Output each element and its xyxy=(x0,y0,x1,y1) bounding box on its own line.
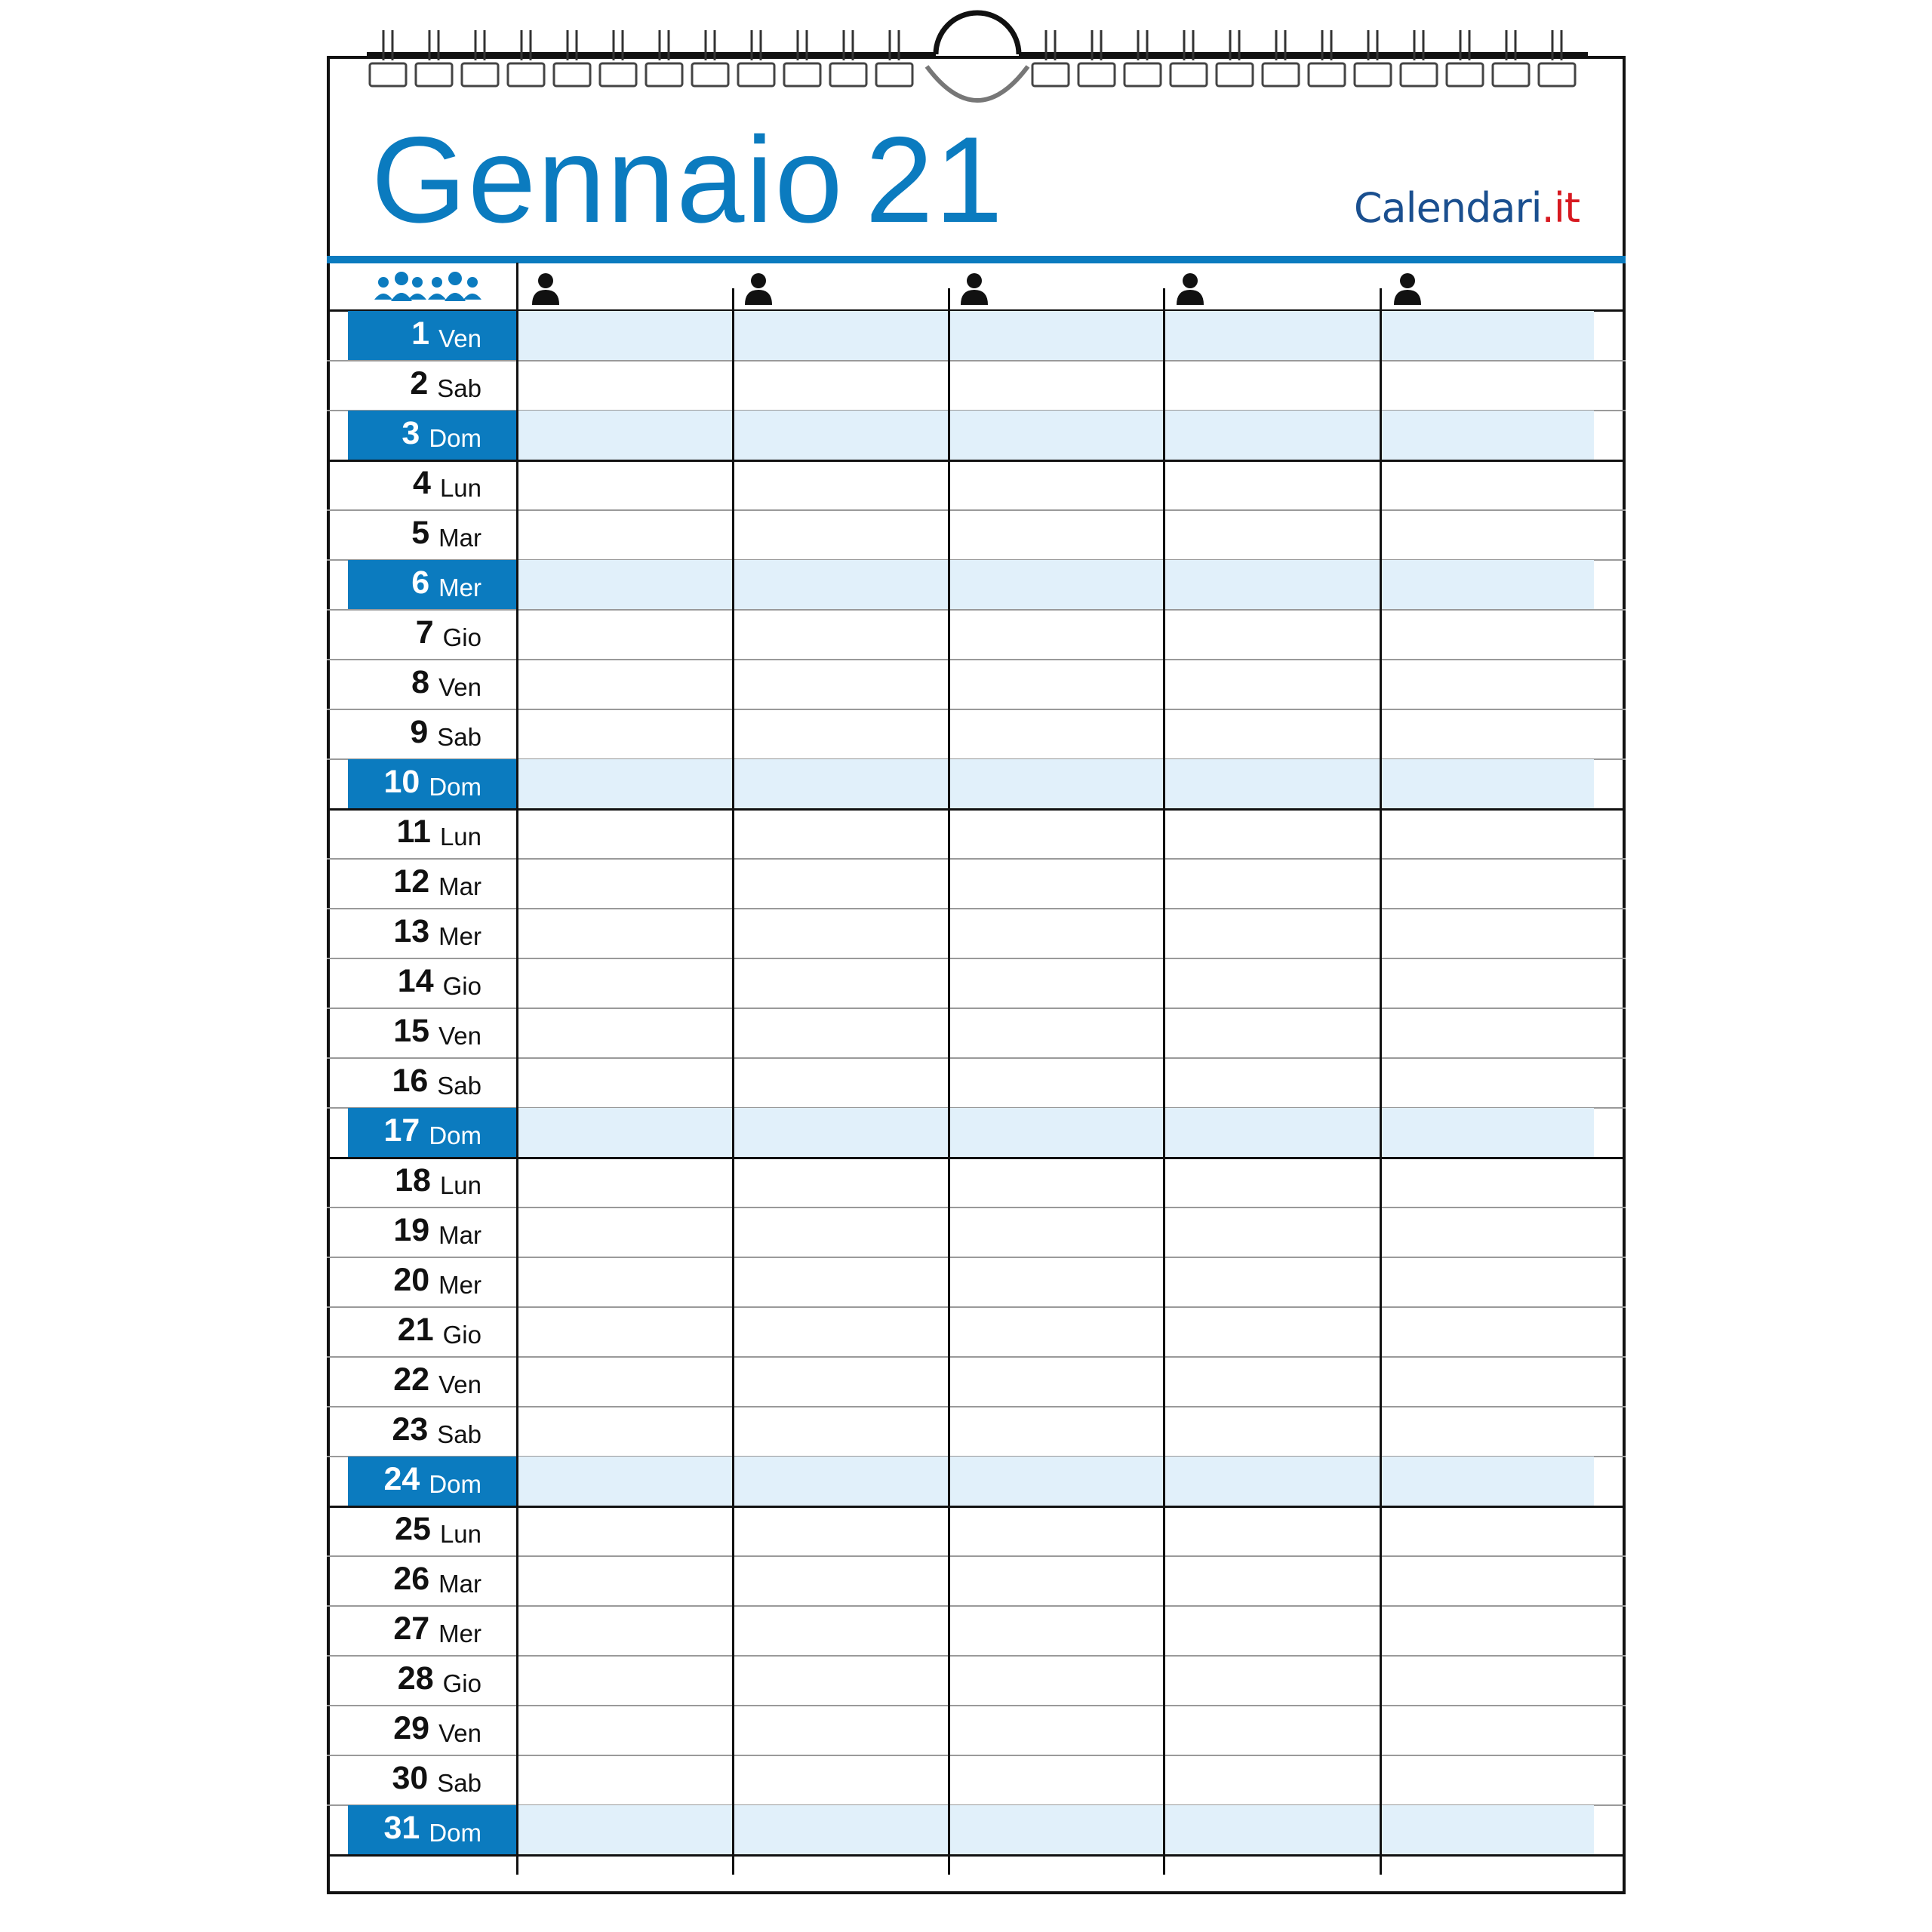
day-number: 14 xyxy=(397,962,434,999)
day-label xyxy=(348,958,518,1008)
day-label xyxy=(348,560,518,610)
row-separator xyxy=(327,958,1626,959)
day-number: 25 xyxy=(395,1510,431,1547)
day-label xyxy=(348,1108,518,1158)
brand-tld: .it xyxy=(1541,184,1580,232)
week-separator xyxy=(327,808,1626,811)
day-number: 23 xyxy=(392,1411,429,1447)
weekday-name: Lun xyxy=(439,474,481,502)
day-number: 21 xyxy=(397,1311,434,1348)
day-number: 9 xyxy=(410,713,429,750)
month-name: Gennaio xyxy=(371,112,844,248)
highlight-row xyxy=(516,1108,1594,1158)
day-label xyxy=(348,1058,518,1108)
day-number: 16 xyxy=(392,1062,429,1099)
weekday-name: Ven xyxy=(438,1719,481,1747)
weekday-name: Sab xyxy=(437,1072,481,1100)
day-number: 18 xyxy=(395,1161,431,1198)
week-separator xyxy=(327,1854,1626,1857)
column-divider xyxy=(1163,288,1165,1875)
weekday-name: Ven xyxy=(438,1022,481,1050)
weekday-name: Mar xyxy=(438,872,481,900)
row-separator xyxy=(327,1257,1626,1258)
day-label xyxy=(348,1506,518,1556)
row-separator xyxy=(327,1705,1626,1706)
day-number: 5 xyxy=(411,514,430,551)
day-label xyxy=(348,1158,518,1208)
row-separator xyxy=(327,1605,1626,1607)
day-number: 6 xyxy=(411,564,430,601)
highlight-row xyxy=(516,560,1594,610)
weekday-name: Lun xyxy=(439,1171,481,1199)
day-number: 4 xyxy=(413,464,431,501)
highlight-row xyxy=(516,311,1594,361)
highlight-row xyxy=(516,411,1594,460)
day-number: 12 xyxy=(393,863,430,900)
week-separator xyxy=(327,1157,1626,1159)
day-label xyxy=(348,411,518,460)
weekday-name: Mar xyxy=(438,1570,481,1598)
weekday-name: Dom xyxy=(429,1121,481,1149)
weekday-name: Gio xyxy=(442,972,481,1000)
day-number: 19 xyxy=(393,1211,430,1248)
highlight-row xyxy=(516,759,1594,809)
brand-name: Calendari xyxy=(1353,184,1542,232)
day-label xyxy=(348,1656,518,1706)
weekday-name: Mar xyxy=(438,524,481,552)
day-label xyxy=(348,1457,518,1506)
weekday-name: Dom xyxy=(429,1819,481,1847)
day-number: 11 xyxy=(396,813,431,850)
day-number: 28 xyxy=(397,1660,434,1697)
day-label xyxy=(348,1805,518,1855)
highlight-row xyxy=(516,1805,1594,1855)
day-number: 1 xyxy=(411,315,430,352)
column-divider xyxy=(948,288,950,1875)
row-separator xyxy=(327,509,1626,511)
row-separator xyxy=(327,1406,1626,1407)
weekday-name: Ven xyxy=(438,673,481,701)
day-number: 17 xyxy=(383,1112,420,1149)
week-separator xyxy=(327,460,1626,462)
day-label xyxy=(348,1407,518,1457)
row-separator xyxy=(327,709,1626,710)
weekday-name: Gio xyxy=(442,1321,481,1349)
day-label xyxy=(348,1008,518,1058)
weekday-name: Sab xyxy=(437,1420,481,1448)
weekday-name: Mar xyxy=(438,1221,481,1249)
day-label xyxy=(348,1307,518,1357)
row-separator xyxy=(327,1755,1626,1756)
highlight-row xyxy=(516,1457,1594,1506)
day-number: 29 xyxy=(393,1709,430,1746)
row-separator xyxy=(327,609,1626,611)
weekday-name: Sab xyxy=(437,1769,481,1797)
day-label xyxy=(348,1208,518,1257)
weekday-name: Mer xyxy=(438,1620,481,1647)
row-separator xyxy=(327,1008,1626,1009)
row-separator xyxy=(327,1306,1626,1308)
weekday-name: Lun xyxy=(439,1520,481,1548)
day-label xyxy=(348,361,518,411)
day-label xyxy=(348,1755,518,1805)
week-separator xyxy=(327,1506,1626,1508)
weekday-name: Mer xyxy=(438,1271,481,1299)
day-label xyxy=(348,859,518,909)
row-separator xyxy=(327,1555,1626,1557)
weekday-name: Ven xyxy=(438,325,481,352)
weekday-name: Gio xyxy=(442,1669,481,1697)
weekday-name: Mer xyxy=(438,922,481,950)
weekday-name: Dom xyxy=(429,424,481,452)
day-label xyxy=(348,809,518,859)
weekday-name: Dom xyxy=(429,773,481,801)
day-label xyxy=(348,610,518,660)
column-divider xyxy=(1380,288,1382,1875)
weekday-name: Lun xyxy=(439,823,481,851)
day-number: 2 xyxy=(410,365,429,401)
day-number: 10 xyxy=(383,763,420,800)
column-divider xyxy=(732,288,734,1875)
day-label xyxy=(348,1257,518,1307)
weekday-name: Dom xyxy=(429,1470,481,1498)
day-number: 26 xyxy=(393,1560,430,1597)
day-number: 20 xyxy=(393,1261,430,1298)
day-number: 27 xyxy=(393,1610,430,1647)
row-separator xyxy=(327,908,1626,909)
day-label xyxy=(348,660,518,709)
day-number: 24 xyxy=(383,1460,420,1497)
weekday-name: Sab xyxy=(437,374,481,402)
row-separator xyxy=(327,1356,1626,1358)
day-number: 31 xyxy=(383,1809,420,1846)
day-number: 30 xyxy=(392,1759,429,1796)
row-separator xyxy=(327,1207,1626,1208)
row-separator xyxy=(327,1655,1626,1657)
day-number: 13 xyxy=(393,912,430,949)
day-label xyxy=(348,460,518,510)
day-label xyxy=(348,1606,518,1656)
day-label xyxy=(348,909,518,958)
day-number: 7 xyxy=(415,614,434,651)
row-separator xyxy=(327,659,1626,660)
day-number: 3 xyxy=(401,414,420,451)
day-label xyxy=(348,510,518,560)
day-number: 8 xyxy=(411,663,430,700)
day-number: 22 xyxy=(393,1361,430,1398)
day-label xyxy=(348,709,518,759)
weekday-name: Gio xyxy=(442,623,481,651)
day-label xyxy=(348,1706,518,1755)
day-label xyxy=(348,1357,518,1407)
weekday-name: Mer xyxy=(438,574,481,601)
day-label xyxy=(348,1556,518,1606)
row-separator xyxy=(327,858,1626,860)
weekday-name: Sab xyxy=(437,723,481,751)
weekday-name: Ven xyxy=(438,1371,481,1398)
day-label xyxy=(348,311,518,361)
day-number: 15 xyxy=(393,1012,430,1049)
day-label xyxy=(348,759,518,809)
row-separator xyxy=(327,360,1626,361)
column-divider xyxy=(516,263,518,1875)
year-label: 21 xyxy=(865,112,1004,248)
row-separator xyxy=(327,1057,1626,1059)
